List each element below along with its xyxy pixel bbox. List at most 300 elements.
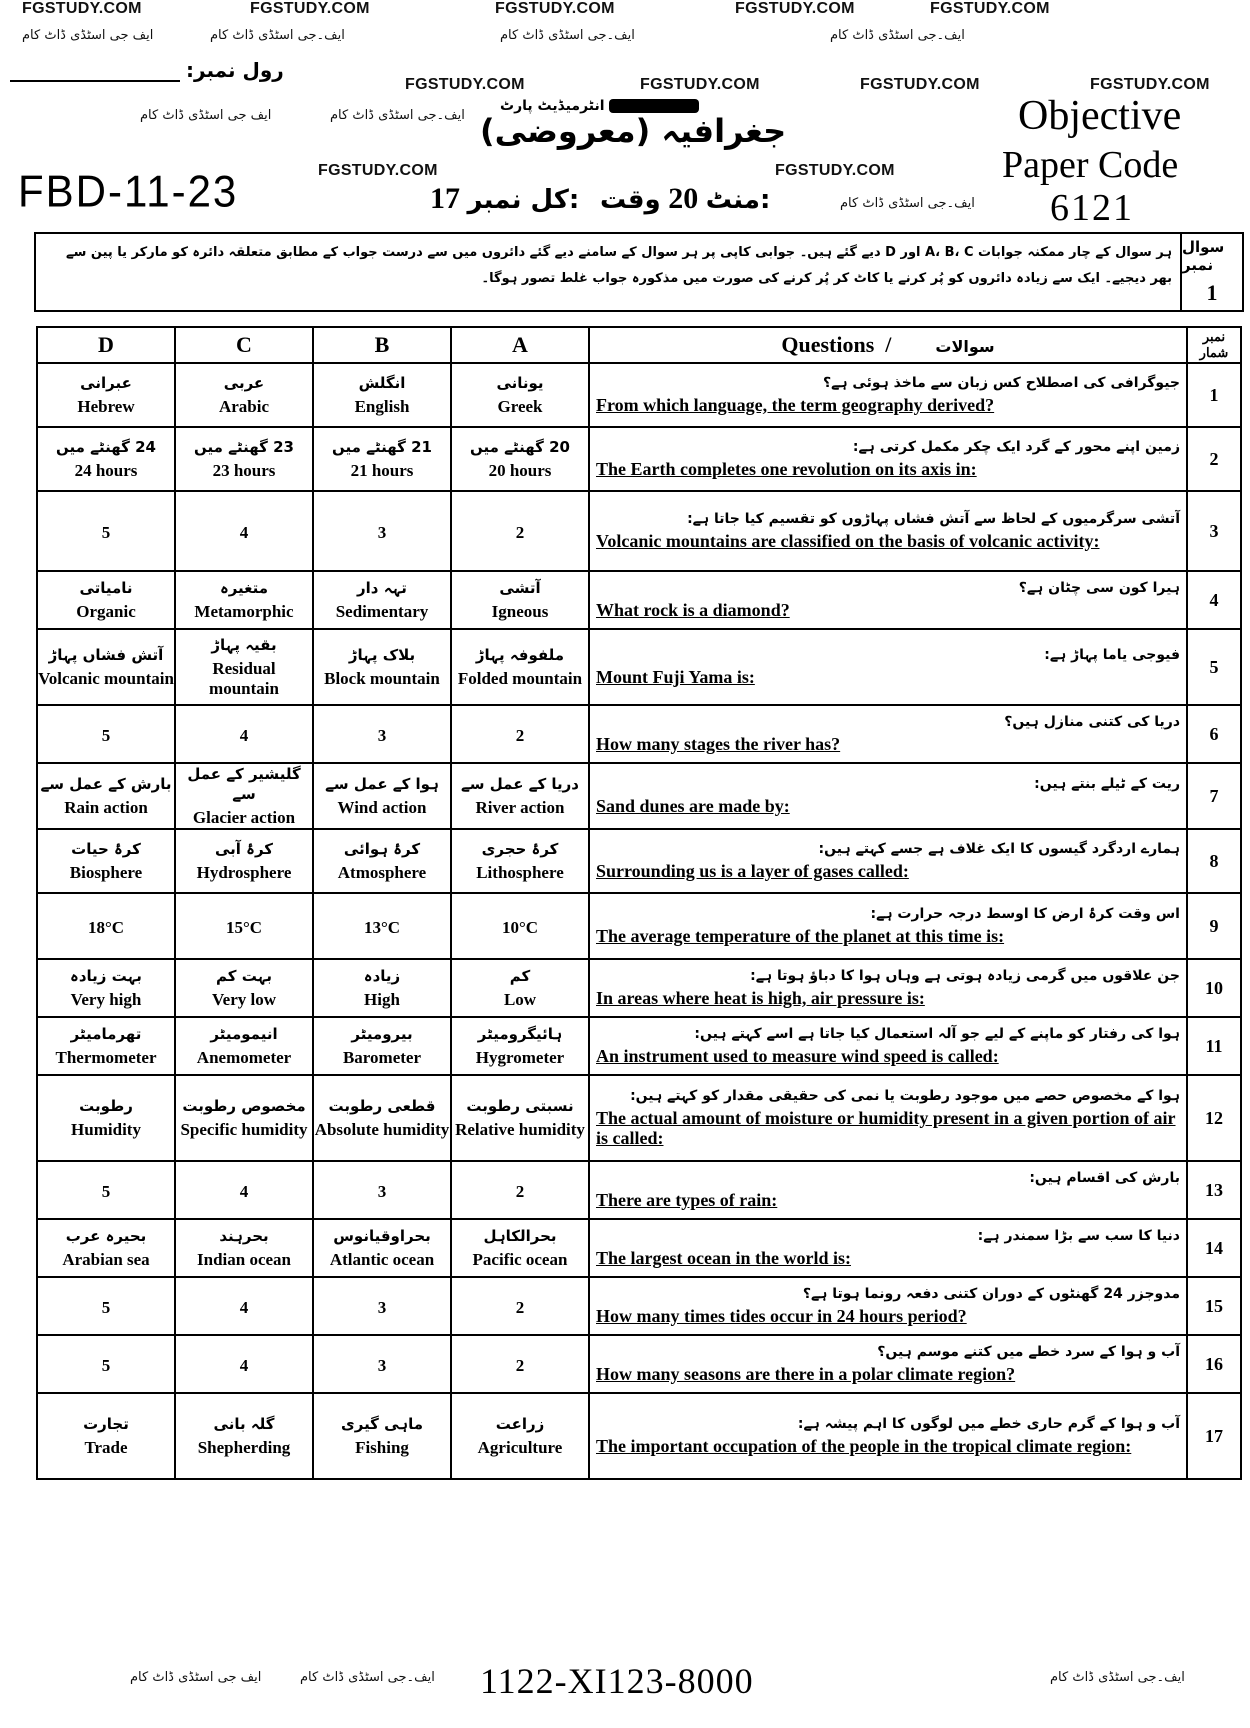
- watermark: FGSTUDY.COM: [640, 76, 760, 93]
- question-english: Sand dunes are made by:: [596, 796, 790, 816]
- option-a: [451, 1277, 589, 1335]
- table-row: [37, 1017, 1241, 1075]
- serial-number: 7: [1187, 763, 1241, 829]
- table-row: [37, 1219, 1241, 1277]
- option-a-english: Igneous: [491, 602, 549, 621]
- option-b-english: 21 hours: [350, 461, 414, 480]
- option-b-english: 3: [377, 523, 387, 542]
- option-a-english: Hygrometer: [475, 1048, 565, 1067]
- option-b-english: Barometer: [342, 1048, 422, 1067]
- option-b-urdu: تہہ دار: [357, 579, 407, 597]
- question-urdu: آب و ہوا کے گرم حاری خطے میں لوگوں کا اہم پیشہ ہے:: [797, 1416, 1180, 1432]
- option-a-english: 2: [515, 523, 525, 542]
- option-b: [313, 1393, 451, 1479]
- option-c-urdu: بہت کم: [215, 967, 272, 985]
- question-urdu: ہوا کی رفتار کو ماپنے کے لیے جو آلہ استعمال کیا جاتا ہے اسے کہتے ہیں:: [694, 1026, 1180, 1042]
- question-cell: [589, 363, 1187, 427]
- serial-number: 5: [1187, 629, 1241, 705]
- question-english: In areas where heat is high, air pressure is:: [596, 988, 925, 1008]
- question-english: Volcanic mountains are classified on the basis of volcanic activity:: [596, 531, 1100, 551]
- serial-number: 2: [1187, 427, 1241, 491]
- watermark: FGSTUDY.COM: [405, 76, 525, 93]
- question-english: How many stages the river has?: [596, 734, 841, 754]
- option-b: [313, 629, 451, 705]
- column-header-a: A: [451, 327, 589, 363]
- question-number: 1: [1206, 280, 1218, 305]
- question-urdu: آب و ہوا کے سرد خطے میں کتنے موسم ہیں؟: [877, 1344, 1180, 1360]
- option-b-urdu: بیرومیٹر: [351, 1025, 413, 1043]
- option-c: [175, 705, 313, 763]
- option-a: [451, 705, 589, 763]
- question-urdu: دریا کی کتنی منازل ہیں؟: [1004, 714, 1180, 730]
- watermark: FGSTUDY.COM: [775, 162, 895, 179]
- option-a: [451, 763, 589, 829]
- option-a: [451, 363, 589, 427]
- option-c-english: Metamorphic: [194, 602, 294, 621]
- serial-number: 6: [1187, 705, 1241, 763]
- option-b: [313, 571, 451, 629]
- option-d-english: Volcanic mountain: [38, 669, 174, 688]
- option-c: [175, 1161, 313, 1219]
- option-c-english: Arabic: [218, 397, 270, 416]
- question-urdu: ریت کے ٹیلے بنتے ہیں:: [1034, 776, 1180, 792]
- option-c-english: Specific humidity: [180, 1120, 308, 1139]
- option-d: [37, 1277, 175, 1335]
- table-row: [37, 1277, 1241, 1335]
- option-a-english: Low: [503, 990, 537, 1009]
- option-b: [313, 829, 451, 893]
- table-row: [37, 829, 1241, 893]
- option-c: [175, 1219, 313, 1277]
- option-d-urdu: تھرمامیٹر: [70, 1025, 142, 1043]
- option-a-english: Pacific ocean: [472, 1250, 568, 1269]
- option-c: [175, 1075, 313, 1161]
- option-a-urdu: کم: [509, 967, 531, 985]
- option-d: [37, 1017, 175, 1075]
- time-unit: منٹ: [705, 185, 760, 215]
- option-b-english: 3: [377, 1298, 387, 1317]
- option-a-urdu: 20 گھنٹے میں: [470, 438, 570, 456]
- option-b-english: Absolute humidity: [314, 1120, 450, 1139]
- option-a: [451, 1219, 589, 1277]
- option-d: [37, 629, 175, 705]
- option-b-urdu: ماہی گیری: [340, 1415, 424, 1433]
- question-urdu: اس وقت کرۂ ارض کا اوسط درجہ حرارت ہے:: [870, 906, 1180, 922]
- table-row: [37, 363, 1241, 427]
- option-b-english: Atmosphere: [337, 863, 427, 882]
- option-d: [37, 571, 175, 629]
- watermark: FGSTUDY.COM: [495, 0, 615, 17]
- option-c-english: Very low: [211, 990, 277, 1009]
- option-c-urdu: گلہ بانی: [213, 1415, 275, 1433]
- option-b-english: 13°C: [363, 918, 401, 937]
- watermark-urdu: ایف۔جی اسٹڈی ڈاٹ کام: [830, 28, 965, 43]
- total-marks: [430, 182, 579, 216]
- watermark-urdu: ایف۔جی اسٹڈی ڈاٹ کام: [840, 196, 975, 211]
- option-b: [313, 363, 451, 427]
- redacted-mark: [609, 99, 699, 113]
- option-b: [313, 1335, 451, 1393]
- question-urdu: مدوجزر 24 گھنٹوں کے دوران کتنی دفعہ رونما ہوتا ہے؟: [802, 1286, 1180, 1302]
- question-number-label: سوال نمبر: [1182, 238, 1225, 274]
- option-b-english: Block mountain: [324, 669, 440, 688]
- option-d: [37, 1075, 175, 1161]
- option-b-english: 3: [377, 1356, 387, 1375]
- option-a: [451, 959, 589, 1017]
- table-header-row: [37, 327, 1241, 363]
- column-header-c: C: [175, 327, 313, 363]
- question-cell: [589, 1219, 1187, 1277]
- option-a: [451, 1393, 589, 1479]
- paper-code-number: 6121: [1050, 187, 1134, 229]
- option-b: [313, 1017, 451, 1075]
- instructions-text: [36, 234, 1180, 310]
- option-d-urdu: رطوبت: [79, 1097, 133, 1115]
- option-b-english: Fishing: [355, 1438, 409, 1457]
- table-row: [37, 959, 1241, 1017]
- option-c-english: Indian ocean: [197, 1250, 291, 1269]
- option-a-english: 2: [515, 1298, 525, 1317]
- option-d-urdu: بہت زیادہ: [70, 967, 142, 985]
- question-urdu: ہیرا کون سی چٹان ہے؟: [1018, 580, 1180, 596]
- option-b-english: Sedimentary: [335, 602, 429, 621]
- question-cell: [589, 893, 1187, 959]
- watermark: FGSTUDY.COM: [930, 0, 1050, 17]
- option-b-urdu: کرۂ ہوائی: [343, 840, 421, 858]
- option-d: [37, 1335, 175, 1393]
- option-d-english: 24 hours: [74, 461, 138, 480]
- watermark-urdu: ایف۔جی اسٹڈی ڈاٹ کام: [330, 108, 465, 123]
- question-urdu: دنیا کا سب سے بڑا سمندر ہے:: [977, 1228, 1180, 1244]
- roll-number-field[interactable]: [10, 58, 284, 82]
- option-b: [313, 959, 451, 1017]
- question-english: Surrounding us is a layer of gases called:: [596, 861, 909, 881]
- option-a-english: 10°C: [501, 918, 539, 937]
- option-a-urdu: بحرالکاہل: [483, 1227, 557, 1245]
- option-d-english: Organic: [76, 602, 136, 621]
- serial-number: 12: [1187, 1075, 1241, 1161]
- option-d-urdu: بارش کے عمل سے: [40, 775, 172, 793]
- option-d-english: Thermometer: [55, 1048, 157, 1067]
- watermark: FGSTUDY.COM: [1090, 76, 1210, 93]
- option-a-english: River action: [475, 798, 565, 817]
- option-b-urdu: بلاک پہاڑ: [348, 646, 416, 664]
- option-c-urdu: عربی: [223, 374, 265, 392]
- option-c-urdu: گلیشیر کے عمل سے: [187, 765, 301, 803]
- serial-number: 16: [1187, 1335, 1241, 1393]
- option-a-english: Agriculture: [477, 1438, 563, 1457]
- option-c-urdu: کرۂ آبی: [214, 840, 273, 858]
- table-row: [37, 893, 1241, 959]
- option-d: [37, 1219, 175, 1277]
- serial-number: 4: [1187, 571, 1241, 629]
- question-cell: [589, 1161, 1187, 1219]
- option-d: [37, 959, 175, 1017]
- table-row: [37, 491, 1241, 571]
- paper-code-label: Paper Code: [1002, 144, 1179, 186]
- option-d: [37, 1161, 175, 1219]
- question-cell: [589, 1017, 1187, 1075]
- option-a: [451, 893, 589, 959]
- option-c: [175, 1335, 313, 1393]
- option-d-urdu: 24 گھنٹے میں: [56, 438, 156, 456]
- time-value: 20: [668, 182, 699, 215]
- paper-type: انٹرمیڈیٹ پارٹ: [500, 98, 699, 114]
- option-a-urdu: نسبتی رطوبت: [466, 1097, 574, 1115]
- question-cell: [589, 1075, 1187, 1161]
- option-d: [37, 705, 175, 763]
- option-d-english: Rain action: [64, 798, 148, 817]
- option-c: [175, 629, 313, 705]
- option-c: [175, 1017, 313, 1075]
- question-cell: [589, 959, 1187, 1017]
- question-english: How many seasons are there in a polar climate region?: [596, 1364, 1016, 1384]
- question-cell: [589, 829, 1187, 893]
- question-english: The actual amount of moisture or humidity present in a given portion of air is called:: [596, 1108, 1176, 1148]
- subject-title: جغرافیہ (معروضی): [480, 112, 787, 150]
- question-english: An instrument used to measure wind speed is called:: [596, 1046, 999, 1066]
- instructions-line-2: بھر دیجیے۔ ایک سے زیادہ دائروں کو پُر کرنے یا کاٹ کر پُر کرنے کی صورت میں مذکورہ جواب غلط تصور ہوگا۔: [481, 271, 1172, 286]
- watermark-urdu: ایف جی اسٹڈی ڈاٹ کام: [22, 28, 154, 43]
- option-c: [175, 427, 313, 491]
- question-english: The important occupation of the people in the tropical climate region:: [596, 1436, 1132, 1456]
- option-c: [175, 571, 313, 629]
- option-c: [175, 491, 313, 571]
- option-a: [451, 427, 589, 491]
- option-c-english: 4: [239, 726, 249, 745]
- option-d-english: Humidity: [71, 1120, 141, 1139]
- watermark-urdu: ایف۔جی اسٹڈی ڈاٹ کام: [300, 1670, 435, 1685]
- option-c: [175, 363, 313, 427]
- option-c-urdu: مخصوص رطوبت: [182, 1097, 306, 1115]
- option-b: [313, 705, 451, 763]
- column-header-questions: Questions / سوالات: [589, 327, 1187, 363]
- serial-number: 11: [1187, 1017, 1241, 1075]
- option-c: [175, 763, 313, 829]
- question-cell: [589, 1335, 1187, 1393]
- question-number-box: [1180, 234, 1242, 310]
- watermark-urdu: ایف جی اسٹڈی ڈاٹ کام: [140, 108, 272, 123]
- option-d-urdu: کرۂ حیات: [71, 840, 141, 858]
- column-header-serial: نمبر شمار: [1187, 327, 1241, 363]
- question-english: There are types of rain:: [596, 1190, 778, 1210]
- question-cell: [589, 571, 1187, 629]
- option-a-urdu: ملفوفہ پہاڑ: [475, 646, 565, 664]
- option-a-urdu: کرۂ حجری: [481, 840, 559, 858]
- option-d-urdu: آتش فشاں پہاڑ: [48, 646, 164, 664]
- option-c: [175, 1393, 313, 1479]
- option-a-english: Greek: [497, 397, 543, 416]
- column-header-b: B: [313, 327, 451, 363]
- option-a-english: 20 hours: [488, 461, 552, 480]
- option-d: [37, 763, 175, 829]
- option-c-urdu: 23 گھنٹے میں: [194, 438, 294, 456]
- option-c-urdu: متغیرہ: [219, 579, 269, 597]
- footer-code: 1122-XI123-8000: [480, 1661, 754, 1701]
- watermark: FGSTUDY.COM: [22, 0, 142, 17]
- option-d-english: 5: [101, 1298, 111, 1317]
- option-c-english: Shepherding: [197, 1438, 291, 1457]
- table-row: [37, 629, 1241, 705]
- option-a: [451, 829, 589, 893]
- option-b: [313, 1219, 451, 1277]
- question-cell: [589, 1393, 1187, 1479]
- option-a-english: 2: [515, 1356, 525, 1375]
- option-d-english: Biosphere: [69, 863, 143, 882]
- option-a-english: Folded mountain: [457, 669, 583, 688]
- question-urdu: جن علاقوں میں گرمی زیادہ ہوتی ہے وہاں ہوا کا دباؤ ہوتا ہے:: [750, 968, 1180, 984]
- watermark-urdu: ایف۔جی اسٹڈی ڈاٹ کام: [500, 28, 635, 43]
- option-b-english: 3: [377, 1182, 387, 1201]
- option-a: [451, 1075, 589, 1161]
- option-b: [313, 893, 451, 959]
- option-d-english: Very high: [70, 990, 142, 1009]
- question-urdu: فیوجی یاما پہاڑ ہے:: [1044, 647, 1180, 663]
- questions-table: [36, 326, 1242, 1480]
- question-urdu: آتشی سرگرمیوں کے لحاظ سے آتش فشاں پہاڑوں کو تقسیم کیا جاتا ہے:: [687, 511, 1180, 527]
- instructions-line-1: ہر سوال کے چار ممکنہ جوابات A، B، C اور D دیے گئے ہیں۔ جوابی کاپی پر ہر سوال کے سامنے دیے گئے دائروں میں سے درست جواب کے مطابق متعلقہ دائرہ کو مارکر یا پین سے: [65, 245, 1172, 260]
- question-english: The average temperature of the planet at this time is:: [596, 926, 1005, 946]
- option-a: [451, 1335, 589, 1393]
- option-d-english: 5: [101, 1356, 111, 1375]
- option-d-english: Hebrew: [77, 397, 135, 416]
- watermark: FGSTUDY.COM: [735, 0, 855, 17]
- question-english: What rock is a diamond?: [596, 600, 790, 620]
- option-c: [175, 959, 313, 1017]
- question-cell: [589, 1277, 1187, 1335]
- option-b: [313, 1161, 451, 1219]
- option-d: [37, 893, 175, 959]
- option-b-urdu: بحراوقیانوس: [333, 1227, 431, 1245]
- option-d-english: Trade: [84, 1438, 128, 1457]
- option-b-urdu: ہوا کے عمل سے: [325, 775, 439, 793]
- option-d-urdu: تجارت: [83, 1415, 129, 1433]
- option-c-english: 4: [239, 523, 249, 542]
- question-english: The Earth completes one revolution on its axis in:: [596, 459, 977, 479]
- question-urdu: بارش کی اقسام ہیں:: [1029, 1170, 1180, 1186]
- serial-number: 15: [1187, 1277, 1241, 1335]
- watermark-urdu: ایف جی اسٹڈی ڈاٹ کام: [130, 1670, 262, 1685]
- option-a-urdu: دریا کے عمل سے: [460, 775, 579, 793]
- watermark: FGSTUDY.COM: [250, 0, 370, 17]
- option-b-urdu: انگلش: [358, 374, 406, 392]
- option-b-english: High: [364, 990, 400, 1009]
- serial-number: 13: [1187, 1161, 1241, 1219]
- option-a: [451, 1161, 589, 1219]
- option-b: [313, 427, 451, 491]
- option-b: [313, 763, 451, 829]
- watermark-urdu: ایف۔جی اسٹڈی ڈاٹ کام: [210, 28, 345, 43]
- watermark: FGSTUDY.COM: [860, 76, 980, 93]
- option-d-english: Arabian sea: [62, 1250, 150, 1269]
- option-c-urdu: بقیہ پہاڑ: [211, 636, 277, 654]
- table-row: [37, 1161, 1241, 1219]
- option-c-english: 4: [239, 1356, 249, 1375]
- option-c: [175, 829, 313, 893]
- option-b-english: 3: [377, 726, 387, 745]
- option-d: [37, 1393, 175, 1479]
- question-cell: [589, 629, 1187, 705]
- option-d-english: 18°C: [87, 918, 125, 937]
- serial-number: 17: [1187, 1393, 1241, 1479]
- option-c-urdu: بحرہند: [219, 1227, 269, 1245]
- column-header-d: D: [37, 327, 175, 363]
- option-b-english: Wind action: [337, 798, 427, 817]
- question-english: How many times tides occur in 24 hours period?: [596, 1306, 967, 1326]
- option-d: [37, 427, 175, 491]
- option-c: [175, 893, 313, 959]
- option-b-urdu: قطعی رطوبت: [328, 1097, 436, 1115]
- option-b-urdu: 21 گھنٹے میں: [332, 438, 432, 456]
- question-urdu: زمین اپنے محور کے گرد ایک چکر مکمل کرتی ہے:: [852, 439, 1180, 455]
- watermark: FGSTUDY.COM: [318, 162, 438, 179]
- table-row: [37, 1393, 1241, 1479]
- option-b: [313, 1075, 451, 1161]
- option-b-urdu: زیادہ: [363, 967, 401, 985]
- option-d-urdu: عبرانی: [80, 374, 132, 392]
- option-d: [37, 363, 175, 427]
- roll-number-label: رول نمبر:: [186, 58, 284, 82]
- option-d-urdu: نامیاتی: [79, 579, 133, 597]
- option-c: [175, 1277, 313, 1335]
- option-c-english: 23 hours: [212, 461, 276, 480]
- roll-number-line[interactable]: [10, 60, 180, 82]
- option-c-english: 15°C: [225, 918, 263, 937]
- option-d-urdu: بحیرہ عرب: [65, 1227, 147, 1245]
- table-row: [37, 763, 1241, 829]
- table-row: [37, 571, 1241, 629]
- paper-id: FBD-11-23: [18, 166, 239, 217]
- option-a: [451, 491, 589, 571]
- question-urdu: ہمارے اردگرد گیسوں کا ایک غلاف ہے جسے کہتے ہیں:: [818, 841, 1180, 857]
- serial-number: 1: [1187, 363, 1241, 427]
- serial-number: 3: [1187, 491, 1241, 571]
- option-a-english: 2: [515, 726, 525, 745]
- option-d-english: 5: [101, 1182, 111, 1201]
- serial-number: 10: [1187, 959, 1241, 1017]
- option-a: [451, 1017, 589, 1075]
- question-english: Mount Fuji Yama is:: [596, 667, 755, 687]
- question-english: From which language, the term geography derived?: [596, 395, 995, 415]
- table-row: [37, 1335, 1241, 1393]
- option-c-english: Glacier action: [192, 808, 296, 827]
- question-cell: [589, 705, 1187, 763]
- objective-heading: Objective: [1018, 93, 1182, 139]
- option-a: [451, 571, 589, 629]
- option-a-english: 2: [515, 1182, 525, 1201]
- time-label: وقت:: [600, 185, 771, 215]
- option-a-english: Lithosphere: [476, 863, 564, 882]
- option-a-urdu: زراعت: [495, 1415, 545, 1433]
- option-a: [451, 629, 589, 705]
- option-d: [37, 829, 175, 893]
- time-allowed: [600, 182, 770, 216]
- option-c-english: 4: [239, 1298, 249, 1317]
- serial-number: 14: [1187, 1219, 1241, 1277]
- question-cell: [589, 491, 1187, 571]
- serial-number: 8: [1187, 829, 1241, 893]
- option-b: [313, 491, 451, 571]
- option-c-english: Residual mountain: [209, 659, 279, 698]
- serial-number: 9: [1187, 893, 1241, 959]
- total-marks-value: 17: [430, 182, 460, 215]
- total-marks-label: کل نمبر:: [467, 185, 580, 215]
- question-cell: [589, 427, 1187, 491]
- question-english: The largest ocean in the world is:: [596, 1248, 851, 1268]
- option-b-english: Atlantic ocean: [329, 1250, 435, 1269]
- table-row: [37, 427, 1241, 491]
- option-b-english: English: [354, 397, 410, 416]
